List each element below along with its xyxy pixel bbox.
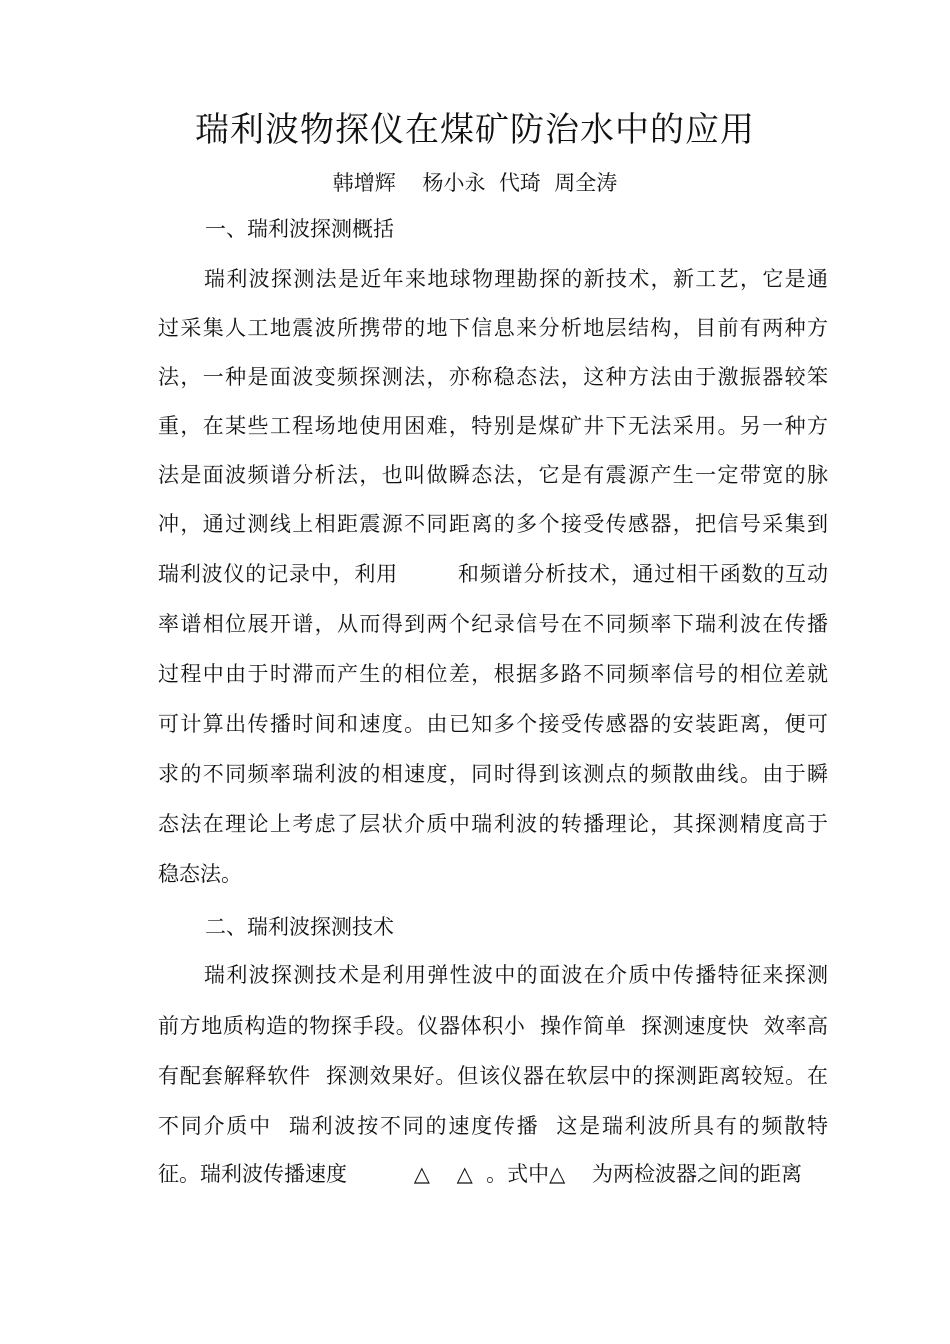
paragraph-line: 可计算出传播时间和速度。由已知多个接受传感器的安装距离，便可 xyxy=(158,712,828,736)
paragraph-line: 瑞利波探测技术是利用弹性波中的面波在介质中传播特征来探测 xyxy=(204,963,828,987)
section-1-heading: 一、瑞利波探测概括 xyxy=(205,217,394,241)
paragraph-line: 瑞利波仪的记录中，利用 和频谱分析技术，通过相干函数的互动 xyxy=(158,562,828,586)
paragraph-line: 态法在理论上考虑了层状介质中瑞利波的转播理论，其探测精度高于 xyxy=(158,812,828,836)
paragraph-line: 瑞利波探测法是近年来地球物理勘探的新技术，新工艺，它是通 xyxy=(204,267,828,291)
paragraph-line: 过采集人工地震波所携带的地下信息来分析地层结构，目前有两种方 xyxy=(158,316,828,340)
paragraph-line: 不同介质中 瑞利波按不同的速度传播 这是瑞利波所具有的频散特 xyxy=(158,1114,828,1138)
paragraph-line: 冲，通过测线上相距震源不同距离的多个接受传感器，把信号采集到 xyxy=(158,512,828,536)
paragraph-line: 前方地质构造的物探手段。仪器体积小 操作简单 探测速度快 效率高 xyxy=(158,1014,828,1038)
paragraph-line: 求的不同频率瑞利波的相速度，同时得到该测点的频散曲线。由于瞬 xyxy=(158,762,828,786)
paragraph-line: 法，一种是面波变频探测法，亦称稳态法，这种方法由于激振器较笨 xyxy=(158,365,828,389)
paragraph-line: 有配套解释软件 探测效果好。但该仪器在软层中的探测距离较短。在 xyxy=(158,1064,828,1088)
author-list: 韩增辉 杨小永 代琦 周全涛 xyxy=(332,171,618,195)
paragraph-line: 率谱相位展开谱，从而得到两个纪录信号在不同频率下瑞利波在传播 xyxy=(158,612,828,636)
paragraph-line: 稳态法。 xyxy=(158,862,242,886)
paragraph-line: 重，在某些工程场地使用困难，特别是煤矿井下无法采用。另一种方 xyxy=(158,414,828,438)
paragraph-line: 征。瑞利波传播速度 △ △ 。式中△ 为两检波器之间的距离 xyxy=(158,1162,802,1186)
section-2-heading: 二、瑞利波探测技术 xyxy=(205,915,394,939)
document-title: 瑞利波物探仪在煤矿防治水中的应用 xyxy=(195,110,755,150)
paragraph-line: 过程中由于时滞而产生的相位差，根据多路不同频率信号的相位差就 xyxy=(158,662,828,686)
paragraph-line: 法是面波频谱分析法，也叫做瞬态法，它是有震源产生一定带宽的脉 xyxy=(158,463,828,487)
